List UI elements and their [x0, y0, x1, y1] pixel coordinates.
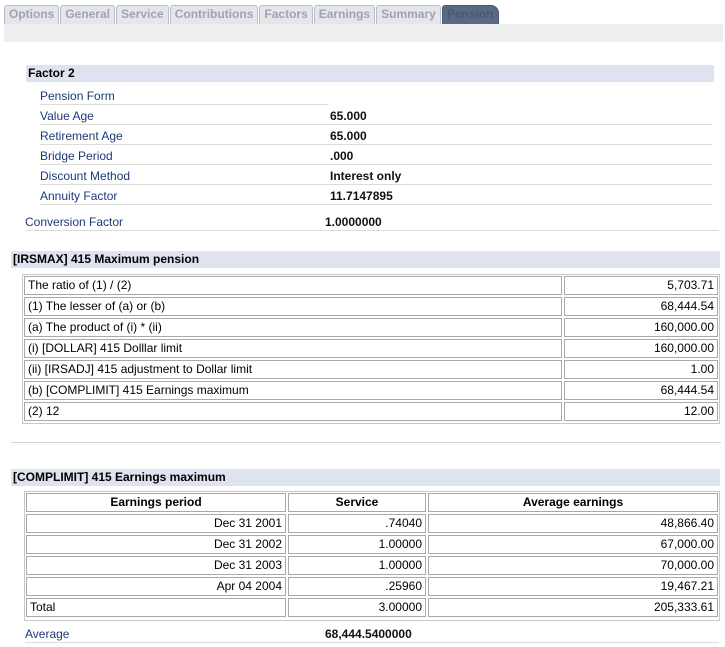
divider: [11, 442, 721, 443]
factor-label: Discount Method: [40, 169, 131, 183]
divider: [25, 230, 719, 231]
divider: [40, 164, 712, 165]
conversion-factor-row: [25, 212, 715, 232]
factor-value: 65.000: [330, 109, 367, 123]
complimit-table: [24, 491, 720, 619]
divider: [40, 184, 712, 185]
row-label: (1) The lesser of (a) or (b): [24, 297, 562, 316]
earnings-period: Dec 31 2003: [26, 556, 286, 575]
total-label: Total: [26, 598, 286, 617]
tab-earnings[interactable]: Earnings: [314, 5, 375, 24]
divider: [25, 642, 719, 643]
table-row: [24, 381, 718, 400]
average-earnings: 48,866.40: [428, 514, 718, 533]
average-earnings: 70,000.00: [428, 556, 718, 575]
row-value: 160,000.00: [564, 339, 718, 358]
earnings-period: Dec 31 2001: [26, 514, 286, 533]
table-row: [26, 535, 718, 554]
service-value: .25960: [288, 577, 426, 596]
factor-row-pension-form: [40, 86, 714, 106]
row-label: (i) [DOLLAR] 415 Dolllar limit: [24, 339, 562, 358]
row-label: (a) The product of (i) * (ii): [24, 318, 562, 337]
factor-row-bridge-period: [40, 146, 714, 166]
tab-general[interactable]: General: [60, 5, 115, 24]
divider: [40, 204, 712, 205]
table-row: [24, 318, 718, 337]
factor-label: Value Age: [40, 109, 94, 123]
tab-pension[interactable]: Pension: [442, 5, 499, 24]
earnings-period: Apr 04 2004: [26, 577, 286, 596]
tab-summary[interactable]: Summary: [376, 5, 441, 24]
factor-value: .000: [330, 149, 354, 163]
row-value: 5,703.71: [564, 276, 718, 295]
row-value: 68,444.54: [564, 297, 718, 316]
factor-section-title: Factor 2: [26, 65, 714, 82]
earnings-period: Dec 31 2002: [26, 535, 286, 554]
factor-value: 11.7147895: [330, 189, 393, 203]
table-header-row: [26, 493, 718, 512]
factor-row-retirement-age: [40, 126, 714, 146]
factor-row-discount-method: [40, 166, 714, 186]
average-value: 68,444.5400000: [325, 627, 412, 641]
service-value: 1.00000: [288, 556, 426, 575]
average-earnings: 19,467.21: [428, 577, 718, 596]
conversion-factor-label: Conversion Factor: [25, 215, 124, 229]
factor-label: Retirement Age: [40, 129, 123, 143]
row-value: 68,444.54: [564, 381, 718, 400]
toolbar-bar: [4, 24, 723, 42]
table-row: [24, 402, 718, 421]
average-row: [25, 624, 715, 644]
factor-row-annuity-factor: [40, 186, 714, 206]
column-header-service: Service: [288, 493, 426, 512]
service-value: 1.00000: [288, 535, 426, 554]
table-row: [24, 276, 718, 295]
table-row: [24, 339, 718, 358]
row-label: (2) 12: [24, 402, 562, 421]
row-label: The ratio of (1) / (2): [24, 276, 562, 295]
factor-value: 65.000: [330, 129, 367, 143]
tab-contributions[interactable]: Contributions: [170, 5, 259, 24]
table-total-row: [26, 598, 718, 617]
factor-label: Bridge Period: [40, 149, 113, 163]
table-row: [24, 360, 718, 379]
conversion-factor-value: 1.0000000: [325, 215, 382, 229]
factor-value: Interest only: [330, 169, 402, 183]
table-row: [24, 297, 718, 316]
tab-service[interactable]: Service: [116, 5, 169, 24]
tab-factors[interactable]: Factors: [259, 5, 312, 24]
column-header-average-earnings: Average earnings: [428, 493, 718, 512]
divider: [40, 124, 712, 125]
factor-label: Pension Form: [40, 89, 115, 103]
average-label: Average: [25, 627, 70, 641]
average-earnings: 67,000.00: [428, 535, 718, 554]
divider: [40, 144, 712, 145]
table-row: [26, 577, 718, 596]
row-value: 12.00: [564, 402, 718, 421]
tab-options[interactable]: Options: [4, 5, 59, 24]
service-value: .74040: [288, 514, 426, 533]
total-average-earnings: 205,333.61: [428, 598, 718, 617]
total-service: 3.00000: [288, 598, 426, 617]
irsmax-table: [22, 274, 720, 423]
table-row: [26, 556, 718, 575]
factor-label: Annuity Factor: [40, 189, 118, 203]
column-header-earnings-period: Earnings period: [26, 493, 286, 512]
row-label: (b) [COMPLIMIT] 415 Earnings maximum: [24, 381, 562, 400]
table-row: [26, 514, 718, 533]
row-value: 160,000.00: [564, 318, 718, 337]
row-label: (ii) [IRSADJ] 415 adjustment to Dollar limit: [24, 360, 562, 379]
complimit-section-title: [COMPLIMIT] 415 Earnings maximum: [11, 469, 720, 486]
tab-bar: [4, 5, 500, 24]
factor-row-value-age: [40, 106, 714, 126]
irsmax-section-title: [IRSMAX] 415 Maximum pension: [11, 251, 720, 268]
divider: [40, 104, 328, 105]
row-value: 1.00: [564, 360, 718, 379]
